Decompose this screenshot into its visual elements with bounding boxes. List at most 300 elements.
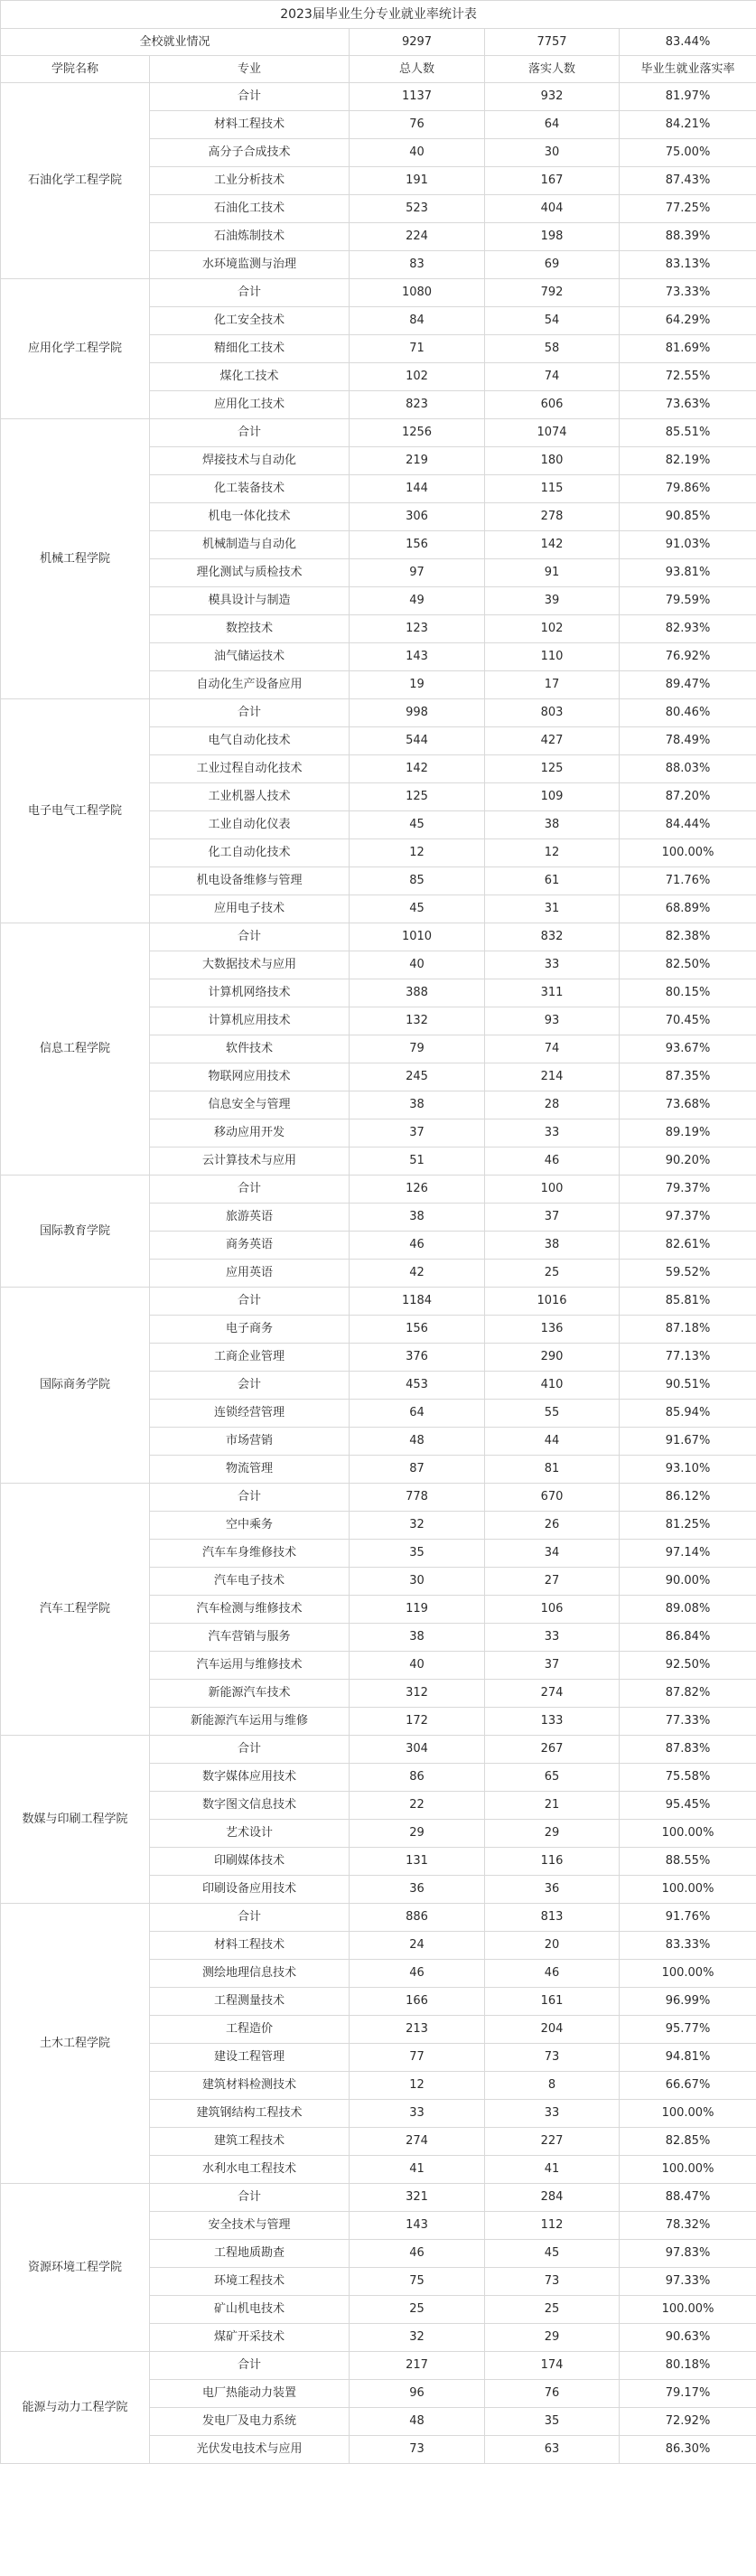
rate-cell: 73.68% bbox=[620, 1091, 756, 1119]
rate-cell: 89.47% bbox=[620, 671, 756, 699]
rate-cell: 77.25% bbox=[620, 195, 756, 223]
major-cell: 数控技术 bbox=[150, 615, 350, 643]
college-name-cell: 电子电气工程学院 bbox=[1, 699, 150, 923]
major-cell: 数字媒体应用技术 bbox=[150, 1764, 350, 1792]
rate-cell: 84.21% bbox=[620, 111, 756, 139]
major-cell: 计算机应用技术 bbox=[150, 1007, 350, 1035]
total-cell: 48 bbox=[350, 1428, 485, 1456]
total-cell: 33 bbox=[350, 2100, 485, 2128]
rate-cell: 79.59% bbox=[620, 587, 756, 615]
rate-cell: 88.47% bbox=[620, 2184, 756, 2212]
employed-cell: 46 bbox=[485, 1960, 620, 1988]
rate-cell: 93.81% bbox=[620, 559, 756, 587]
total-cell: 40 bbox=[350, 951, 485, 979]
employed-cell: 125 bbox=[485, 755, 620, 783]
total-cell: 32 bbox=[350, 1512, 485, 1540]
major-cell: 印刷媒体技术 bbox=[150, 1848, 350, 1876]
employed-cell: 427 bbox=[485, 727, 620, 755]
employed-cell: 36 bbox=[485, 1876, 620, 1904]
employed-cell: 65 bbox=[485, 1764, 620, 1792]
employed-cell: 73 bbox=[485, 2044, 620, 2072]
header-college: 学院名称 bbox=[1, 56, 150, 83]
rate-cell: 83.33% bbox=[620, 1932, 756, 1960]
total-cell: 46 bbox=[350, 2240, 485, 2268]
major-cell: 发电厂及电力系统 bbox=[150, 2408, 350, 2436]
employed-cell: 28 bbox=[485, 1091, 620, 1119]
rate-cell: 100.00% bbox=[620, 2156, 756, 2184]
total-cell: 321 bbox=[350, 2184, 485, 2212]
college-subtotal-row bbox=[1, 1176, 756, 1204]
college-subtotal-row bbox=[1, 1484, 756, 1512]
total-cell: 1256 bbox=[350, 419, 485, 447]
major-cell: 建设工程管理 bbox=[150, 2044, 350, 2072]
total-cell: 119 bbox=[350, 1596, 485, 1624]
employed-cell: 45 bbox=[485, 2240, 620, 2268]
rate-cell: 88.55% bbox=[620, 1848, 756, 1876]
major-cell: 物联网应用技术 bbox=[150, 1063, 350, 1091]
total-cell: 38 bbox=[350, 1204, 485, 1232]
employed-cell: 20 bbox=[485, 1932, 620, 1960]
major-cell: 计算机网络技术 bbox=[150, 979, 350, 1007]
major-cell: 材料工程技术 bbox=[150, 111, 350, 139]
total-cell: 172 bbox=[350, 1708, 485, 1736]
rate-cell: 71.76% bbox=[620, 867, 756, 895]
employed-cell: 38 bbox=[485, 811, 620, 839]
major-cell: 理化测试与质检技术 bbox=[150, 559, 350, 587]
employed-cell: 100 bbox=[485, 1176, 620, 1204]
major-cell: 合计 bbox=[150, 923, 350, 951]
total-cell: 523 bbox=[350, 195, 485, 223]
rate-cell: 87.20% bbox=[620, 783, 756, 811]
major-cell: 建筑工程技术 bbox=[150, 2128, 350, 2156]
employed-cell: 311 bbox=[485, 979, 620, 1007]
college-name-cell: 资源环境工程学院 bbox=[1, 2184, 150, 2352]
total-cell: 73 bbox=[350, 2436, 485, 2464]
total-cell: 51 bbox=[350, 1147, 485, 1176]
employed-cell: 69 bbox=[485, 251, 620, 279]
rate-cell: 64.29% bbox=[620, 307, 756, 335]
rate-cell: 75.58% bbox=[620, 1764, 756, 1792]
employed-cell: 180 bbox=[485, 447, 620, 475]
employed-cell: 17 bbox=[485, 671, 620, 699]
employed-cell: 278 bbox=[485, 503, 620, 531]
rate-cell: 94.81% bbox=[620, 2044, 756, 2072]
major-cell: 新能源汽车运用与维修 bbox=[150, 1708, 350, 1736]
total-cell: 306 bbox=[350, 503, 485, 531]
employed-cell: 29 bbox=[485, 2324, 620, 2352]
summary-label: 全校就业情况 bbox=[1, 29, 350, 56]
employed-cell: 133 bbox=[485, 1708, 620, 1736]
college-name-cell: 石油化学工程学院 bbox=[1, 83, 150, 279]
employed-cell: 1074 bbox=[485, 419, 620, 447]
rate-cell: 78.32% bbox=[620, 2212, 756, 2240]
total-cell: 32 bbox=[350, 2324, 485, 2352]
total-cell: 24 bbox=[350, 1932, 485, 1960]
major-cell: 合计 bbox=[150, 279, 350, 307]
employed-cell: 932 bbox=[485, 83, 620, 111]
employed-cell: 41 bbox=[485, 2156, 620, 2184]
employed-cell: 109 bbox=[485, 783, 620, 811]
rate-cell: 86.84% bbox=[620, 1624, 756, 1652]
total-cell: 376 bbox=[350, 1344, 485, 1372]
rate-cell: 85.51% bbox=[620, 419, 756, 447]
total-cell: 42 bbox=[350, 1260, 485, 1288]
college-name-cell: 土木工程学院 bbox=[1, 1904, 150, 2184]
major-cell: 合计 bbox=[150, 2184, 350, 2212]
major-cell: 合计 bbox=[150, 1176, 350, 1204]
employed-cell: 198 bbox=[485, 223, 620, 251]
total-cell: 71 bbox=[350, 335, 485, 363]
employed-cell: 38 bbox=[485, 1232, 620, 1260]
major-cell: 矿山机电技术 bbox=[150, 2296, 350, 2324]
college-subtotal-row bbox=[1, 923, 756, 951]
college-name-cell: 国际商务学院 bbox=[1, 1288, 150, 1484]
major-cell: 合计 bbox=[150, 1904, 350, 1932]
rate-cell: 87.35% bbox=[620, 1063, 756, 1091]
total-cell: 79 bbox=[350, 1035, 485, 1063]
major-cell: 机电一体化技术 bbox=[150, 503, 350, 531]
college-name-cell: 信息工程学院 bbox=[1, 923, 150, 1176]
major-cell: 数字图文信息技术 bbox=[150, 1792, 350, 1820]
major-cell: 油气储运技术 bbox=[150, 643, 350, 671]
employed-cell: 63 bbox=[485, 2436, 620, 2464]
total-cell: 12 bbox=[350, 839, 485, 867]
total-cell: 123 bbox=[350, 615, 485, 643]
college-subtotal-row bbox=[1, 1736, 756, 1764]
employed-cell: 792 bbox=[485, 279, 620, 307]
total-cell: 87 bbox=[350, 1456, 485, 1484]
total-cell: 35 bbox=[350, 1540, 485, 1568]
header-row bbox=[1, 56, 756, 83]
summary-rate: 83.44% bbox=[620, 29, 756, 56]
employed-cell: 61 bbox=[485, 867, 620, 895]
major-cell: 建筑钢结构工程技术 bbox=[150, 2100, 350, 2128]
employed-cell: 404 bbox=[485, 195, 620, 223]
college-name-cell: 应用化学工程学院 bbox=[1, 279, 150, 419]
major-cell: 化工安全技术 bbox=[150, 307, 350, 335]
total-cell: 30 bbox=[350, 1568, 485, 1596]
employed-cell: 37 bbox=[485, 1652, 620, 1680]
rate-cell: 96.99% bbox=[620, 1988, 756, 2016]
rate-cell: 100.00% bbox=[620, 839, 756, 867]
rate-cell: 79.37% bbox=[620, 1176, 756, 1204]
rate-cell: 88.03% bbox=[620, 755, 756, 783]
total-cell: 38 bbox=[350, 1624, 485, 1652]
total-cell: 12 bbox=[350, 2072, 485, 2100]
employed-cell: 93 bbox=[485, 1007, 620, 1035]
total-cell: 46 bbox=[350, 1960, 485, 1988]
major-cell: 市场营销 bbox=[150, 1428, 350, 1456]
header-rate: 毕业生就业落实率 bbox=[620, 56, 756, 83]
rate-cell: 85.94% bbox=[620, 1400, 756, 1428]
major-cell: 煤矿开采技术 bbox=[150, 2324, 350, 2352]
employed-cell: 46 bbox=[485, 1147, 620, 1176]
rate-cell: 95.45% bbox=[620, 1792, 756, 1820]
rate-cell: 90.63% bbox=[620, 2324, 756, 2352]
rate-cell: 77.13% bbox=[620, 1344, 756, 1372]
total-cell: 143 bbox=[350, 643, 485, 671]
major-cell: 化工装备技术 bbox=[150, 475, 350, 503]
rate-cell: 72.92% bbox=[620, 2408, 756, 2436]
total-cell: 312 bbox=[350, 1680, 485, 1708]
employed-cell: 25 bbox=[485, 2296, 620, 2324]
rate-cell: 97.33% bbox=[620, 2268, 756, 2296]
table-body bbox=[1, 1, 756, 2464]
total-cell: 22 bbox=[350, 1792, 485, 1820]
employed-cell: 803 bbox=[485, 699, 620, 727]
employed-cell: 813 bbox=[485, 1904, 620, 1932]
employed-cell: 832 bbox=[485, 923, 620, 951]
college-subtotal-row bbox=[1, 2184, 756, 2212]
major-cell: 高分子合成技术 bbox=[150, 139, 350, 167]
employed-cell: 33 bbox=[485, 2100, 620, 2128]
major-cell: 信息安全与管理 bbox=[150, 1091, 350, 1119]
employed-cell: 34 bbox=[485, 1540, 620, 1568]
major-cell: 光伏发电技术与应用 bbox=[150, 2436, 350, 2464]
total-cell: 1137 bbox=[350, 83, 485, 111]
college-name-cell: 机械工程学院 bbox=[1, 419, 150, 699]
total-cell: 304 bbox=[350, 1736, 485, 1764]
college-subtotal-row bbox=[1, 419, 756, 447]
major-cell: 应用英语 bbox=[150, 1260, 350, 1288]
rate-cell: 84.44% bbox=[620, 811, 756, 839]
total-cell: 143 bbox=[350, 2212, 485, 2240]
major-cell: 应用电子技术 bbox=[150, 895, 350, 923]
major-cell: 汽车运用与维修技术 bbox=[150, 1652, 350, 1680]
employed-cell: 8 bbox=[485, 2072, 620, 2100]
rate-cell: 90.51% bbox=[620, 1372, 756, 1400]
employed-cell: 670 bbox=[485, 1484, 620, 1512]
total-cell: 166 bbox=[350, 1988, 485, 2016]
college-subtotal-row bbox=[1, 279, 756, 307]
total-cell: 1010 bbox=[350, 923, 485, 951]
total-cell: 97 bbox=[350, 559, 485, 587]
total-cell: 40 bbox=[350, 139, 485, 167]
employed-cell: 27 bbox=[485, 1568, 620, 1596]
total-cell: 191 bbox=[350, 167, 485, 195]
employed-cell: 214 bbox=[485, 1063, 620, 1091]
employed-cell: 106 bbox=[485, 1596, 620, 1624]
employed-cell: 161 bbox=[485, 1988, 620, 2016]
employed-cell: 21 bbox=[485, 1792, 620, 1820]
rate-cell: 87.18% bbox=[620, 1316, 756, 1344]
employed-cell: 410 bbox=[485, 1372, 620, 1400]
total-cell: 245 bbox=[350, 1063, 485, 1091]
college-name-cell: 汽车工程学院 bbox=[1, 1484, 150, 1736]
total-cell: 19 bbox=[350, 671, 485, 699]
major-cell: 电子商务 bbox=[150, 1316, 350, 1344]
employed-cell: 1016 bbox=[485, 1288, 620, 1316]
employed-cell: 136 bbox=[485, 1316, 620, 1344]
rate-cell: 85.81% bbox=[620, 1288, 756, 1316]
employed-cell: 204 bbox=[485, 2016, 620, 2044]
employed-cell: 142 bbox=[485, 531, 620, 559]
table-title: 2023届毕业生分专业就业率统计表 bbox=[1, 1, 756, 29]
total-cell: 217 bbox=[350, 2352, 485, 2380]
major-cell: 汽车营销与服务 bbox=[150, 1624, 350, 1652]
summary-row bbox=[1, 29, 756, 56]
total-cell: 1080 bbox=[350, 279, 485, 307]
major-cell: 焊接技术与自动化 bbox=[150, 447, 350, 475]
total-cell: 156 bbox=[350, 531, 485, 559]
major-cell: 汽车检测与维修技术 bbox=[150, 1596, 350, 1624]
major-cell: 商务英语 bbox=[150, 1232, 350, 1260]
rate-cell: 75.00% bbox=[620, 139, 756, 167]
major-cell: 工业过程自动化技术 bbox=[150, 755, 350, 783]
employed-cell: 267 bbox=[485, 1736, 620, 1764]
employed-cell: 54 bbox=[485, 307, 620, 335]
total-cell: 96 bbox=[350, 2380, 485, 2408]
rate-cell: 87.83% bbox=[620, 1736, 756, 1764]
rate-cell: 82.50% bbox=[620, 951, 756, 979]
rate-cell: 100.00% bbox=[620, 1820, 756, 1848]
total-cell: 274 bbox=[350, 2128, 485, 2156]
employed-cell: 112 bbox=[485, 2212, 620, 2240]
rate-cell: 91.67% bbox=[620, 1428, 756, 1456]
rate-cell: 81.25% bbox=[620, 1512, 756, 1540]
total-cell: 224 bbox=[350, 223, 485, 251]
rate-cell: 82.38% bbox=[620, 923, 756, 951]
major-cell: 测绘地理信息技术 bbox=[150, 1960, 350, 1988]
total-cell: 38 bbox=[350, 1091, 485, 1119]
employed-cell: 74 bbox=[485, 363, 620, 391]
employed-cell: 174 bbox=[485, 2352, 620, 2380]
employed-cell: 116 bbox=[485, 1848, 620, 1876]
major-cell: 合计 bbox=[150, 699, 350, 727]
major-cell: 合计 bbox=[150, 1736, 350, 1764]
rate-cell: 88.39% bbox=[620, 223, 756, 251]
total-cell: 46 bbox=[350, 1232, 485, 1260]
employed-cell: 91 bbox=[485, 559, 620, 587]
rate-cell: 90.20% bbox=[620, 1147, 756, 1176]
rate-cell: 82.61% bbox=[620, 1232, 756, 1260]
rate-cell: 86.30% bbox=[620, 2436, 756, 2464]
major-cell: 机械制造与自动化 bbox=[150, 531, 350, 559]
header-major: 专业 bbox=[150, 56, 350, 83]
major-cell: 云计算技术与应用 bbox=[150, 1147, 350, 1176]
rate-cell: 87.43% bbox=[620, 167, 756, 195]
employed-cell: 37 bbox=[485, 1204, 620, 1232]
rate-cell: 80.15% bbox=[620, 979, 756, 1007]
rate-cell: 97.83% bbox=[620, 2240, 756, 2268]
rate-cell: 78.49% bbox=[620, 727, 756, 755]
rate-cell: 72.55% bbox=[620, 363, 756, 391]
total-cell: 544 bbox=[350, 727, 485, 755]
rate-cell: 95.77% bbox=[620, 2016, 756, 2044]
employed-cell: 102 bbox=[485, 615, 620, 643]
rate-cell: 82.93% bbox=[620, 615, 756, 643]
major-cell: 应用化工技术 bbox=[150, 391, 350, 419]
employed-cell: 55 bbox=[485, 1400, 620, 1428]
major-cell: 汽车车身维修技术 bbox=[150, 1540, 350, 1568]
employed-cell: 76 bbox=[485, 2380, 620, 2408]
rate-cell: 76.92% bbox=[620, 643, 756, 671]
major-cell: 水环境监测与治理 bbox=[150, 251, 350, 279]
employed-cell: 44 bbox=[485, 1428, 620, 1456]
total-cell: 45 bbox=[350, 811, 485, 839]
total-cell: 131 bbox=[350, 1848, 485, 1876]
major-cell: 煤化工技术 bbox=[150, 363, 350, 391]
rate-cell: 81.69% bbox=[620, 335, 756, 363]
employed-cell: 26 bbox=[485, 1512, 620, 1540]
total-cell: 1184 bbox=[350, 1288, 485, 1316]
major-cell: 建筑材料检测技术 bbox=[150, 2072, 350, 2100]
total-cell: 45 bbox=[350, 895, 485, 923]
rate-cell: 82.19% bbox=[620, 447, 756, 475]
rate-cell: 77.33% bbox=[620, 1708, 756, 1736]
rate-cell: 68.89% bbox=[620, 895, 756, 923]
rate-cell: 81.97% bbox=[620, 83, 756, 111]
rate-cell: 89.08% bbox=[620, 1596, 756, 1624]
employed-cell: 227 bbox=[485, 2128, 620, 2156]
total-cell: 49 bbox=[350, 587, 485, 615]
rate-cell: 93.10% bbox=[620, 1456, 756, 1484]
employed-cell: 81 bbox=[485, 1456, 620, 1484]
major-cell: 机电设备维修与管理 bbox=[150, 867, 350, 895]
rate-cell: 91.76% bbox=[620, 1904, 756, 1932]
rate-cell: 80.18% bbox=[620, 2352, 756, 2380]
rate-cell: 80.46% bbox=[620, 699, 756, 727]
employed-cell: 30 bbox=[485, 139, 620, 167]
employed-cell: 284 bbox=[485, 2184, 620, 2212]
major-cell: 大数据技术与应用 bbox=[150, 951, 350, 979]
major-cell: 空中乘务 bbox=[150, 1512, 350, 1540]
employed-cell: 74 bbox=[485, 1035, 620, 1063]
employed-cell: 110 bbox=[485, 643, 620, 671]
employed-cell: 64 bbox=[485, 111, 620, 139]
total-cell: 388 bbox=[350, 979, 485, 1007]
employed-cell: 31 bbox=[485, 895, 620, 923]
major-cell: 工商企业管理 bbox=[150, 1344, 350, 1372]
total-cell: 85 bbox=[350, 867, 485, 895]
employed-cell: 73 bbox=[485, 2268, 620, 2296]
major-cell: 工业机器人技术 bbox=[150, 783, 350, 811]
employed-cell: 25 bbox=[485, 1260, 620, 1288]
rate-cell: 100.00% bbox=[620, 1876, 756, 1904]
major-cell: 移动应用开发 bbox=[150, 1119, 350, 1147]
summary-employed: 7757 bbox=[485, 29, 620, 56]
rate-cell: 93.67% bbox=[620, 1035, 756, 1063]
employed-cell: 115 bbox=[485, 475, 620, 503]
rate-cell: 66.67% bbox=[620, 2072, 756, 2100]
major-cell: 安全技术与管理 bbox=[150, 2212, 350, 2240]
total-cell: 37 bbox=[350, 1119, 485, 1147]
total-cell: 36 bbox=[350, 1876, 485, 1904]
total-cell: 40 bbox=[350, 1652, 485, 1680]
major-cell: 旅游英语 bbox=[150, 1204, 350, 1232]
total-cell: 64 bbox=[350, 1400, 485, 1428]
employed-cell: 274 bbox=[485, 1680, 620, 1708]
total-cell: 213 bbox=[350, 2016, 485, 2044]
rate-cell: 97.14% bbox=[620, 1540, 756, 1568]
total-cell: 29 bbox=[350, 1820, 485, 1848]
major-cell: 合计 bbox=[150, 83, 350, 111]
total-cell: 126 bbox=[350, 1176, 485, 1204]
rate-cell: 73.33% bbox=[620, 279, 756, 307]
major-cell: 环境工程技术 bbox=[150, 2268, 350, 2296]
college-subtotal-row bbox=[1, 699, 756, 727]
total-cell: 84 bbox=[350, 307, 485, 335]
header-total: 总人数 bbox=[350, 56, 485, 83]
total-cell: 76 bbox=[350, 111, 485, 139]
total-cell: 102 bbox=[350, 363, 485, 391]
major-cell: 会计 bbox=[150, 1372, 350, 1400]
total-cell: 823 bbox=[350, 391, 485, 419]
total-cell: 453 bbox=[350, 1372, 485, 1400]
rate-cell: 87.82% bbox=[620, 1680, 756, 1708]
total-cell: 142 bbox=[350, 755, 485, 783]
college-name-cell: 数媒与印刷工程学院 bbox=[1, 1736, 150, 1904]
